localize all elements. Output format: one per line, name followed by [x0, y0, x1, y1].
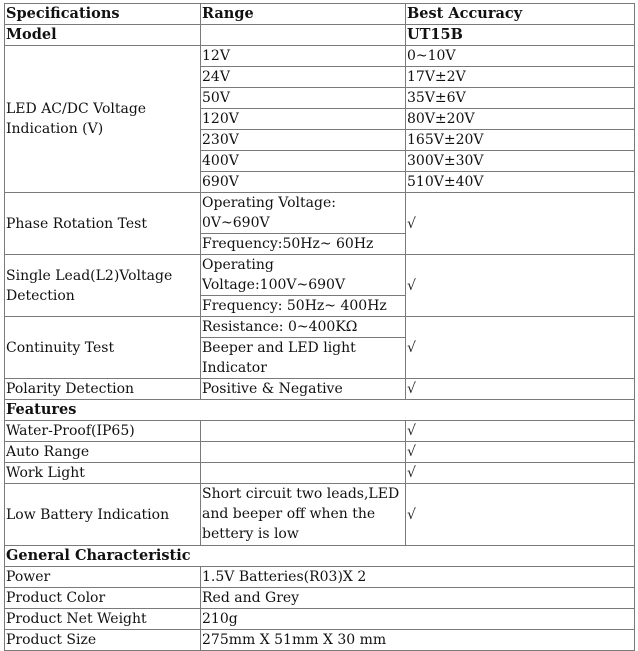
feature-range [201, 463, 406, 484]
voltage-range: 24V [201, 67, 406, 88]
polarity-range: Positive & Negative [201, 379, 406, 400]
voltage-range: 690V [201, 172, 406, 193]
phase-rotation-check: √ [406, 193, 635, 255]
model-range-empty [201, 25, 406, 46]
feature-check: √ [406, 442, 635, 463]
general-value: 1.5V Batteries(R03)X 2 [201, 567, 635, 588]
general-label: Product Net Weight [5, 609, 201, 630]
voltage-accuracy: 80V±20V [406, 109, 635, 130]
low-battery-label: Low Battery Indication [5, 484, 201, 546]
single-lead-label: Single Lead(L2)Voltage Detection [5, 255, 201, 317]
general-label: Power [5, 567, 201, 588]
general-row [5, 588, 635, 609]
phase-rotation-label: Phase Rotation Test [5, 193, 201, 255]
voltage-range: 400V [201, 151, 406, 172]
voltage-accuracy: 300V±30V [406, 151, 635, 172]
continuity-label: Continuity Test [5, 317, 201, 379]
model-label: Model [5, 25, 201, 46]
continuity-check: √ [406, 317, 635, 379]
header-best-accuracy: Best Accuracy [406, 4, 635, 25]
general-heading-row [5, 546, 635, 567]
polarity-row [5, 379, 635, 400]
low-battery-range: Short circuit two leads,LED and beeper off when the bettery is low [201, 484, 406, 546]
header-range: Range [201, 4, 406, 25]
polarity-label: Polarity Detection [5, 379, 201, 400]
polarity-check: √ [406, 379, 635, 400]
voltage-range: 50V [201, 88, 406, 109]
feature-check: √ [406, 463, 635, 484]
voltage-range: 120V [201, 109, 406, 130]
general-value: Red and Grey [201, 588, 635, 609]
voltage-range: 12V [201, 46, 406, 67]
general-label: Product Size [5, 630, 201, 651]
phase-rotation-voltage: Operating Voltage: 0V~690V [201, 193, 406, 234]
general-value: 210g [201, 609, 635, 630]
general-value: 275mm X 51mm X 30 mm [201, 630, 635, 651]
voltage-accuracy: 165V±20V [406, 130, 635, 151]
feature-row [5, 421, 635, 442]
general-label: Product Color [5, 588, 201, 609]
phase-rotation-frequency: Frequency:50Hz~ 60Hz [201, 234, 406, 255]
low-battery-row [5, 484, 635, 546]
header-row [5, 4, 635, 25]
feature-row [5, 442, 635, 463]
general-row [5, 567, 635, 588]
feature-label: Water-Proof(IP65) [5, 421, 201, 442]
voltage-range: 230V [201, 130, 406, 151]
specifications-table [4, 3, 635, 651]
feature-range [201, 421, 406, 442]
continuity-row [5, 317, 635, 338]
feature-check: √ [406, 421, 635, 442]
feature-range [201, 442, 406, 463]
voltage-row [5, 46, 635, 67]
continuity-resistance: Resistance: 0~400KΩ [201, 317, 406, 338]
general-row [5, 630, 635, 651]
model-row [5, 25, 635, 46]
feature-label: Work Light [5, 463, 201, 484]
voltage-accuracy: 35V±6V [406, 88, 635, 109]
voltage-accuracy: 0~10V [406, 46, 635, 67]
phase-rotation-row [5, 193, 635, 234]
model-value: UT15B [406, 25, 635, 46]
single-lead-frequency: Frequency: 50Hz~ 400Hz [201, 296, 406, 317]
feature-row [5, 463, 635, 484]
single-lead-row [5, 255, 635, 296]
features-heading-row [5, 400, 635, 421]
continuity-indicator: Beeper and LED light Indicator [201, 338, 406, 379]
general-heading: General Characteristic [5, 546, 635, 567]
single-lead-voltage: Operating Voltage:100V~690V [201, 255, 406, 296]
single-lead-check: √ [406, 255, 635, 317]
general-row [5, 609, 635, 630]
voltage-label: LED AC/DC Voltage Indication (V) [5, 46, 201, 193]
voltage-accuracy: 510V±40V [406, 172, 635, 193]
feature-label: Auto Range [5, 442, 201, 463]
voltage-accuracy: 17V±2V [406, 67, 635, 88]
header-specifications: Specifications [5, 4, 201, 25]
features-heading: Features [5, 400, 635, 421]
low-battery-check: √ [406, 484, 635, 546]
